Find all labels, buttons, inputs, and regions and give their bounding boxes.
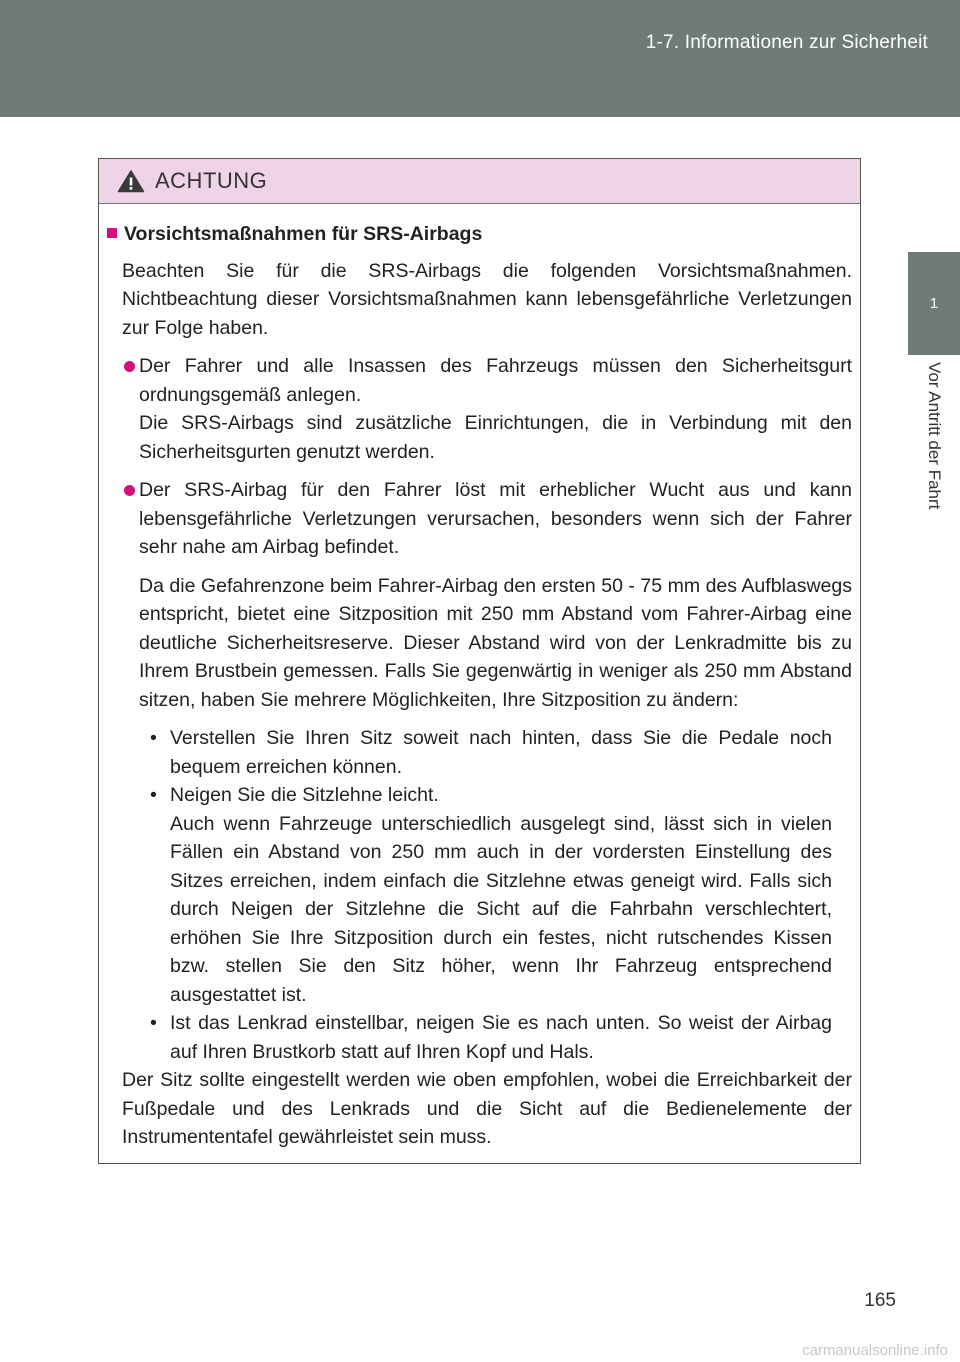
sub-list (147, 724, 832, 1066)
sub-bullet-marker: • (150, 784, 157, 806)
bullet-item (107, 352, 852, 466)
warning-box (98, 158, 861, 1164)
sub-item-text: Neigen Sie die Sitzlehne leicht. (170, 784, 439, 806)
sub-list-item (147, 724, 832, 781)
sub-item-continuation: Auch wenn Fahrzeuge unterschiedlich ausgelegt sind, lässt sich in vielen Fällen ein Abstand von 250 mm auch in der vordersten Einstellung des Sitzes erreichen, indem einfach die Sitzlehne etwas geneigt wird. Falls sich durch Neigen der Sitzlehne die Sicht auf die Fahrbahn verschlechtert, erhöhen Sie Ihre Sitzposition durch ein festes, nicht rutschendes Kissen bzw. stellen Sie den Sitz höher, wenn Ihr Fahrzeug entsprechend ausgestattet ist. (170, 812, 832, 1006)
bullet-text: Der SRS-Airbag für den Fahrer löst mit erheblicher Wucht aus und kann lebensgefährliche Verletzungen verursachen, besonders wenn sich der Fahrer sehr nahe am Airbag befindet. (139, 479, 852, 558)
watermark: carmanualsonline.info (802, 1342, 948, 1359)
warning-title: ACHTUNG (155, 168, 268, 193)
chapter-number: 1 (929, 295, 939, 312)
warning-header (99, 159, 860, 204)
section-title: 1-7. Informationen zur Sicherheit (645, 32, 928, 53)
bullet-text-continued: Die SRS-Airbags sind zusätzliche Einrichtungen, die in Verbindung mit den Sicherheitsgurten genutzt werden. (139, 412, 852, 463)
chapter-title: Vor Antritt der Fahrt (925, 362, 944, 510)
sub-list-item (147, 1009, 832, 1066)
sub-item-text: Verstellen Sie Ihren Sitz soweit nach hinten, dass Sie die Pedale noch bequem erreichen können. (170, 727, 832, 778)
warning-icon (117, 169, 145, 193)
dot-bullet-icon (124, 361, 135, 372)
square-bullet-icon (107, 228, 117, 238)
closing-paragraph: Der Sitz sollte eingestellt werden wie oben empfohlen, wobei die Erreichbarkeit der Fußpedale und des Lenkrads und die Sicht auf die Bedienelemente der Instrumententafel gewährleistet sein muss. (122, 1069, 852, 1148)
chapter-tab (908, 252, 960, 355)
bullet-item (107, 476, 852, 562)
warning-section-heading (107, 220, 852, 249)
sub-list-item (147, 781, 832, 810)
bullet-text: Der Fahrer und alle Insassen des Fahrzeugs müssen den Sicherheitsgurt ordnungsgemäß anlegen. (139, 355, 852, 406)
sub-bullet-marker: • (150, 727, 157, 749)
sub-item-text: Ist das Lenkrad einstellbar, neigen Sie es nach unten. So weist der Airbag auf Ihren Brustkorb statt auf Ihren Kopf und Hals. (170, 1012, 832, 1063)
chapter-label (908, 362, 960, 562)
page-header (0, 0, 960, 117)
warning-content (99, 204, 860, 1152)
dot-bullet-icon (124, 485, 135, 496)
page-number: 165 (864, 1290, 896, 1311)
airbag-distance-paragraph: Da die Gefahrenzone beim Fahrer-Airbag den ersten 50 - 75 mm des Aufblaswegs entspricht, bietet eine Sitzposition mit 250 mm Abstand vom Fahrer-Airbag eine deutliche Sicherheitsreserve. Dieser Abstand wird von der Lenkradmitte bis zu Ihrem Brustbein gemessen. Falls Sie gegenwärtig in weniger als 250 mm Abstand sitzen, haben Sie mehrere Möglichkeiten, Ihre Sitzposition zu ändern: (139, 574, 852, 711)
intro-paragraph: Beachten Sie für die SRS-Airbags die folgenden Vorsichtsmaßnahmen. Nichtbeachtung dieser Vorsichtsmaßnahmen kann lebensgefährliche Verletzungen zur Folge haben. (122, 259, 852, 339)
section-heading-text: Vorsichtsmaßnahmen für SRS-Airbags (124, 223, 483, 245)
sub-bullet-marker: • (150, 1012, 157, 1034)
